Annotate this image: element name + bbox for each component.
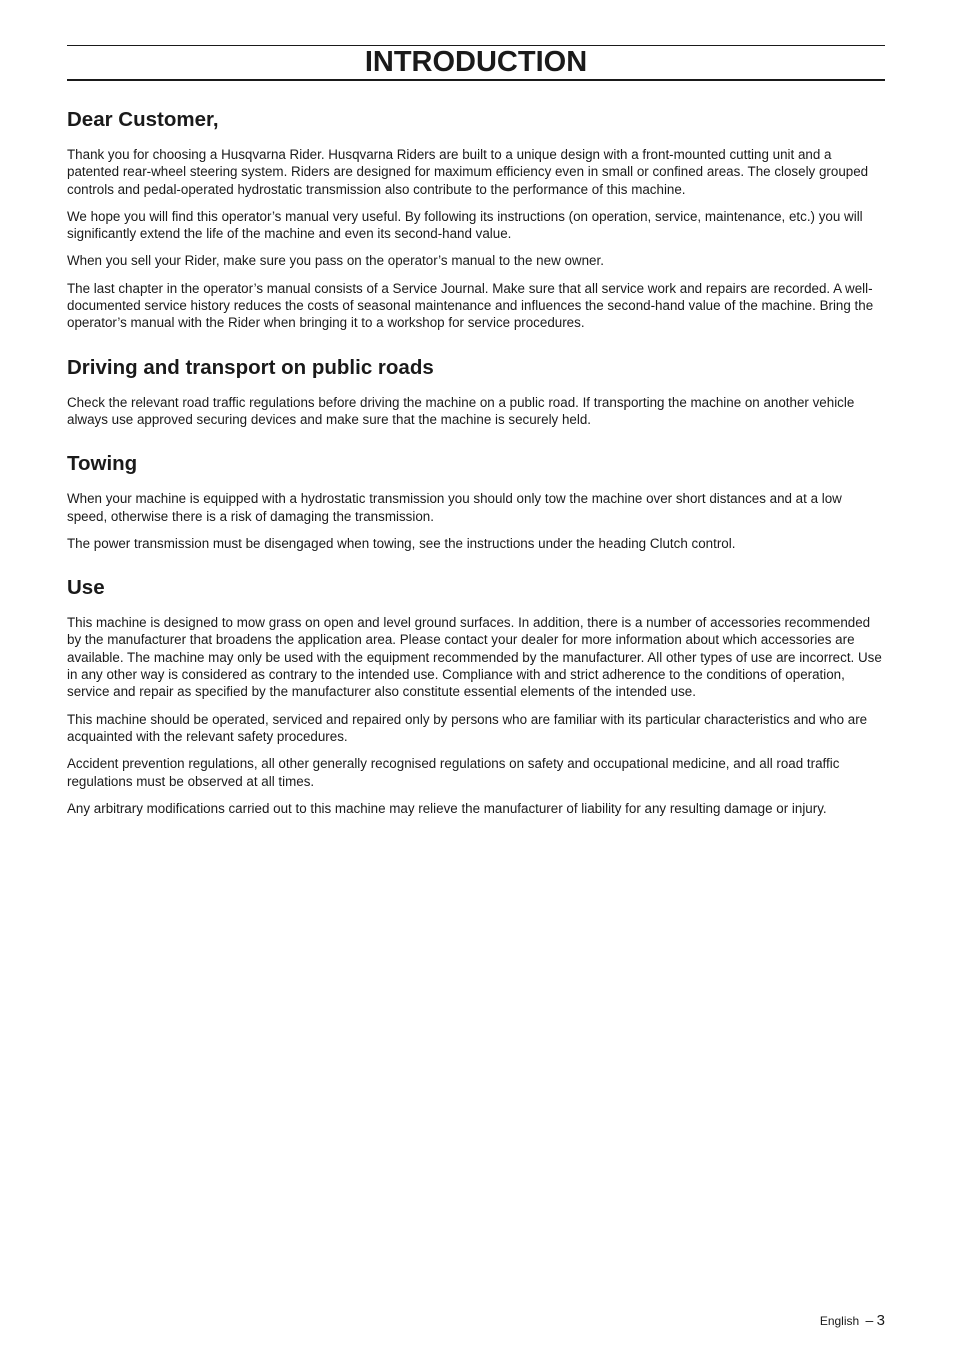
footer-separator: – <box>865 1312 874 1328</box>
section-towing <box>67 450 885 552</box>
page-number: 3 <box>876 1312 885 1329</box>
paragraph: The power transmission must be disengaged when towing, see the instructions under the heading Clutch control. <box>67 535 736 551</box>
section-heading: Driving and transport on public roads <box>67 355 434 379</box>
footer-language: English <box>819 1314 860 1328</box>
paragraph: Accident prevention regulations, all other generally recognised regulations on safety and occupational medicine, and all road traffic regulations must be observed at all times. <box>67 756 840 789</box>
section-heading: Dear Customer, <box>67 108 219 131</box>
title-bar <box>67 45 885 81</box>
paragraph: When your machine is equipped with a hydrostatic transmission you should only tow the machine over short distances and at a low speed, otherwise there is a risk of damaging the transmission. <box>67 491 842 524</box>
section-use <box>67 574 885 817</box>
section-dear-customer <box>67 106 885 332</box>
page-title: INTRODUCTION <box>364 46 588 78</box>
paragraph: Check the relevant road traffic regulations before driving the machine on a public road. If transporting the machine on another vehicle always use approved securing devices and make sure that the machine is securely held. <box>67 394 855 427</box>
page-footer <box>820 1311 885 1330</box>
paragraph: This machine should be operated, serviced and repaired only by persons who are familiar with its particular characteristics and who are acquainted with the relevant safety procedures. <box>67 711 868 744</box>
section-heading: Towing <box>67 452 138 476</box>
paragraph: This machine is designed to mow grass on open and level ground surfaces. In addition, there is a number of accessories recommended by the manufacturer that broadens the application area. Please contact your dealer for more information about which accessories are available. The machine may only be used with the equipment recommended by the manufacturer. All other types of use are incorrect. Use in any other way is considered as contrary to the intended use. Compliance with and strict adherence to the conditions of operation, service and repair as specified by the manufacturer also constitute essential elements of the intended use. <box>67 615 882 700</box>
main-content <box>67 106 885 827</box>
paragraph: Thank you for choosing a Husqvarna Rider. Husqvarna Riders are built to a unique design with a front-mounted cutting unit and a patented rear-wheel steering system. Riders are designed for maximum efficiency even in small or confined areas. The closely grouped controls and pedal-operated hydrostatic transmission also contribute to the performance of this machine. <box>67 147 869 197</box>
paragraph: The last chapter in the operator’s manual consists of a Service Journal. Make sure that all service work and repairs are recorded. A well-documented service history reduces the costs of seasonal maintenance and influences the second-hand value of the machine. Bring the operator’s manual with the Rider when bringing it to a workshop for service procedures. <box>67 280 874 331</box>
paragraph: Any arbitrary modifications carried out to this machine may relieve the manufacturer of liability for any resulting damage or injury. <box>67 800 827 816</box>
paragraph: We hope you will find this operator’s manual very useful. By following its instructions (on operation, service, maintenance, etc.) you will significantly extend the life of the machine and even its second-hand value. <box>67 208 863 242</box>
section-driving-transport <box>67 354 885 429</box>
section-heading: Use <box>67 576 105 600</box>
paragraph: When you sell your Rider, make sure you pass on the operator’s manual to the new owner. <box>67 253 604 269</box>
